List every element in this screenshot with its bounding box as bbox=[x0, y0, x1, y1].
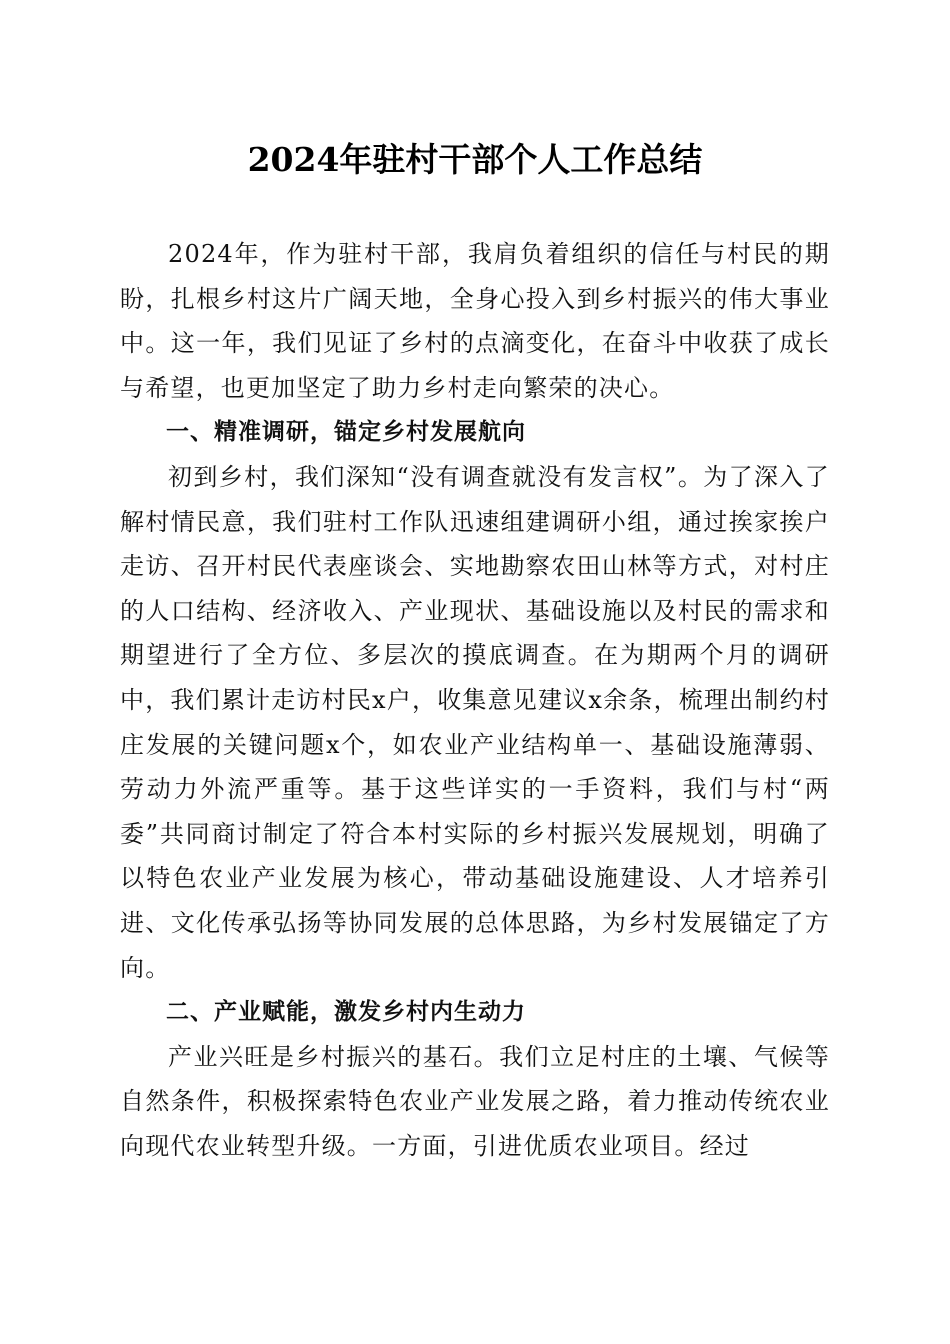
section-1-heading: 一、精准调研，锚定乡村发展航向 bbox=[166, 419, 526, 446]
intro-paragraph: 2024年，作为驻村干部，我肩负着组织的信任与村民的期盼，扎根乡村这片广阔天地，全身心投入到乡村振兴的伟大事业中。这一年，我们见证了乡村的点滴变化，在奋斗中收获了成长与希望，也更加坚定了助力乡村走向繁荣的决心。 bbox=[120, 240, 830, 402]
section-1-paragraph: 初到乡村，我们深知“没有调查就没有发言权”。为了深入了解村情民意，我们驻村工作队迅速组建调研小组，通过挨家挨户走访、召开村民代表座谈会、实地勘察农田山林等方式，对村庄的人口结构、经济收入、产业现状、基础设施以及村民的需求和期望进行了全方位、多层次的摸底调查。在为期两个月的调研中，我们累计走访村民x户，收集意见建议x余条，梳理出制约村庄发展的关键问题x个，如农业产业结构单一、基础设施薄弱、劳动力外流严重等。基于这些详实的一手资料，我们与村“两委”共同商讨制定了符合本村实际的乡村振兴发展规划，明确了以特色农业产业发展为核心，带动基础设施建设、人才培养引进、文化传承弘扬等协同发展的总体思路，为乡村发展锚定了方向。 bbox=[120, 462, 830, 982]
document-title: 2024年驻村干部个人工作总结 bbox=[247, 140, 703, 179]
document-body bbox=[120, 232, 830, 1168]
section-2-heading: 二、产业赋能，激发乡村内生动力 bbox=[166, 999, 526, 1026]
section-2-paragraph: 产业兴旺是乡村振兴的基石。我们立足村庄的土壤、气候等自然条件，积极探索特色农业产业发展之路，着力推动传统农业向现代农业转型升级。一方面，引进优质农业项目。经过 bbox=[120, 1042, 830, 1160]
